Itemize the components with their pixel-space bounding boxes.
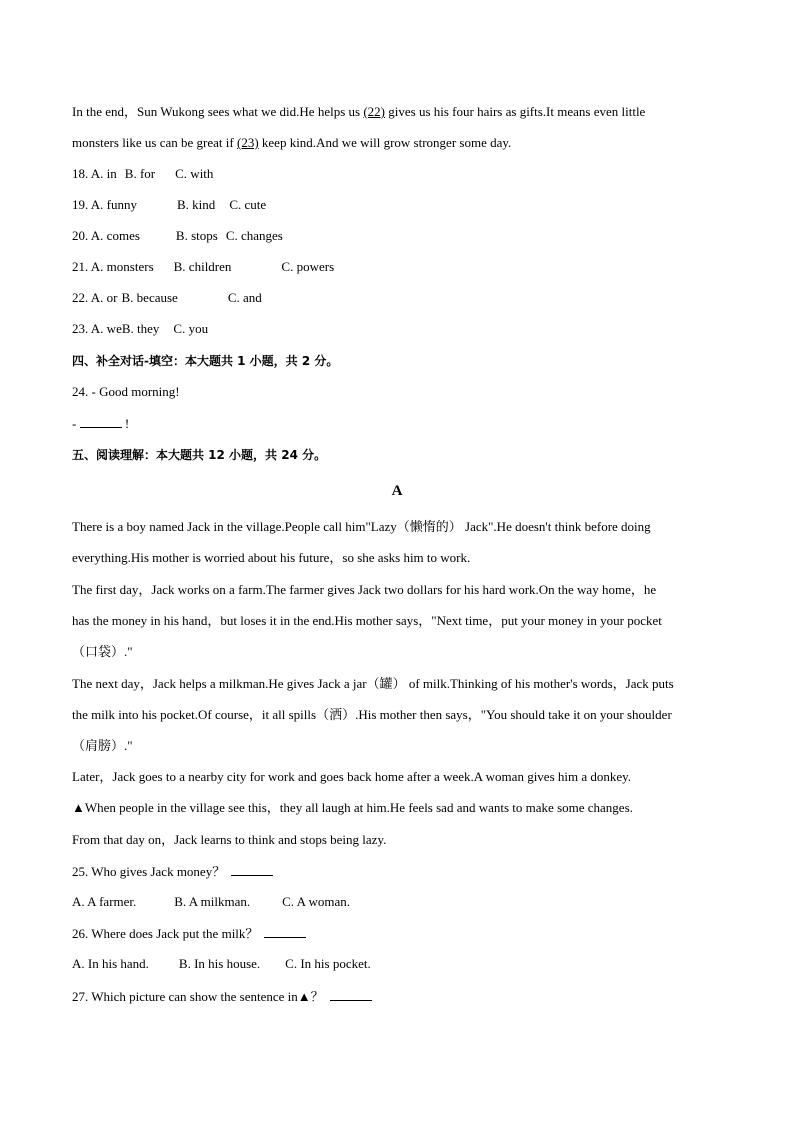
- option-b: B. In his house.: [178, 956, 261, 971]
- passage-line: the milk into his pocket.Of course，it all spills（洒）.His mother then says，"You should take it on your shoulder: [72, 707, 672, 722]
- passage-line: There is a boy named Jack in the village.People call him"Lazy（懒惰的） Jack".He doesn't think before doing: [72, 519, 651, 534]
- blank-22: (22): [363, 104, 386, 119]
- section-heading: 五、阅读理解：本大题共 12 小题，共 24 分。: [72, 448, 327, 462]
- question-text: 27. Which picture can show the sentence in▲？: [72, 989, 324, 1004]
- question-24: 24. - Good morning!: [72, 384, 180, 399]
- text-span: !: [121, 416, 130, 431]
- passage-line: From that day on，Jack learns to think and stops being lazy.: [72, 832, 387, 847]
- option-a: A. or: [90, 290, 118, 305]
- question-25: [72, 863, 273, 879]
- option-b: B. kind: [177, 197, 216, 212]
- text-span: gives us his four hairs as gifts.It means even little: [385, 104, 646, 119]
- option-a: A. A farmer.: [72, 894, 137, 909]
- question-number: 18.: [72, 166, 89, 181]
- text-span: In the end，Sun Wukong sees what we did.He helps us: [72, 104, 364, 119]
- option-row-23: [72, 321, 208, 337]
- text-span: monsters like us can be great if: [72, 135, 237, 150]
- passage-line: [72, 135, 511, 151]
- option-a: A. monsters: [90, 259, 154, 274]
- text-span: -: [72, 416, 80, 431]
- question-27: [72, 988, 372, 1004]
- question-text: 26. Where does Jack put the milk？: [72, 926, 259, 941]
- question-26-options: [72, 956, 371, 972]
- passage-line: （肩膀）.": [72, 738, 133, 753]
- option-a: A. we: [90, 321, 122, 336]
- option-b: B. because: [121, 290, 178, 305]
- option-a: A. comes: [90, 228, 140, 243]
- option-c: C. you: [173, 321, 209, 336]
- option-c: C. cute: [229, 197, 267, 212]
- answer-blank[interactable]: [80, 415, 122, 428]
- question-25-options: [72, 894, 350, 910]
- option-b: B. children: [173, 259, 232, 274]
- passage-line: The first day，Jack works on a farm.The farmer gives Jack two dollars for his hard work.On the way home，he: [72, 582, 657, 597]
- passage-line: The next day，Jack helps a milkman.He gives Jack a jar（罐） of milk.Thinking of his mother's words，Jack puts: [72, 676, 674, 691]
- question-number: 23.: [72, 321, 89, 336]
- section-heading: 四、补全对话-填空：本大题共 1 小题，共 2 分。: [72, 354, 339, 368]
- answer-blank[interactable]: [264, 925, 306, 938]
- option-c: C. changes: [225, 228, 283, 243]
- option-b: B. they: [121, 321, 160, 336]
- blank-23: (23): [236, 135, 259, 150]
- option-row-19: [72, 197, 266, 213]
- question-number: 22.: [72, 290, 89, 305]
- passage-line: has the money in his hand，but loses it in the end.His mother says，"Next time，put your money in your pocket: [72, 613, 662, 628]
- option-row-21: [72, 259, 334, 275]
- option-row-20: [72, 228, 283, 244]
- option-c: C. A woman.: [282, 894, 351, 909]
- question-number: 20.: [72, 228, 89, 243]
- option-b: B. stops: [175, 228, 218, 243]
- option-a: A. funny: [90, 197, 138, 212]
- passage-line: （口袋）.": [72, 644, 133, 659]
- option-a: A. in: [90, 166, 117, 181]
- passage-line: [72, 104, 645, 120]
- answer-line-24: [72, 415, 129, 431]
- option-b: B. A milkman.: [174, 894, 251, 909]
- option-row-18: [72, 166, 213, 182]
- question-number: 19.: [72, 197, 89, 212]
- option-c: C. and: [227, 290, 262, 305]
- question-number: 21.: [72, 259, 89, 274]
- option-c: C. with: [175, 166, 214, 181]
- passage-title: A: [391, 483, 403, 499]
- option-c: C. powers: [281, 259, 335, 274]
- passage-line: Later，Jack goes to a nearby city for work and goes back home after a week.A woman gives him a donkey.: [72, 769, 632, 784]
- answer-blank[interactable]: [330, 988, 372, 1001]
- passage-line: ▲When people in the village see this，they all laugh at him.He feels sad and wants to make some changes.: [72, 800, 633, 815]
- text-span: keep kind.And we will grow stronger some day.: [258, 135, 512, 150]
- answer-blank[interactable]: [231, 863, 273, 876]
- question-text: 25. Who gives Jack money？: [72, 864, 226, 879]
- option-b: B. for: [124, 166, 156, 181]
- question-26: [72, 925, 306, 941]
- option-a: A. In his hand.: [72, 956, 149, 971]
- option-c: C. In his pocket.: [285, 956, 371, 971]
- passage-line: everything.His mother is worried about his future，so she asks him to work.: [72, 550, 471, 565]
- option-row-22: [72, 290, 262, 306]
